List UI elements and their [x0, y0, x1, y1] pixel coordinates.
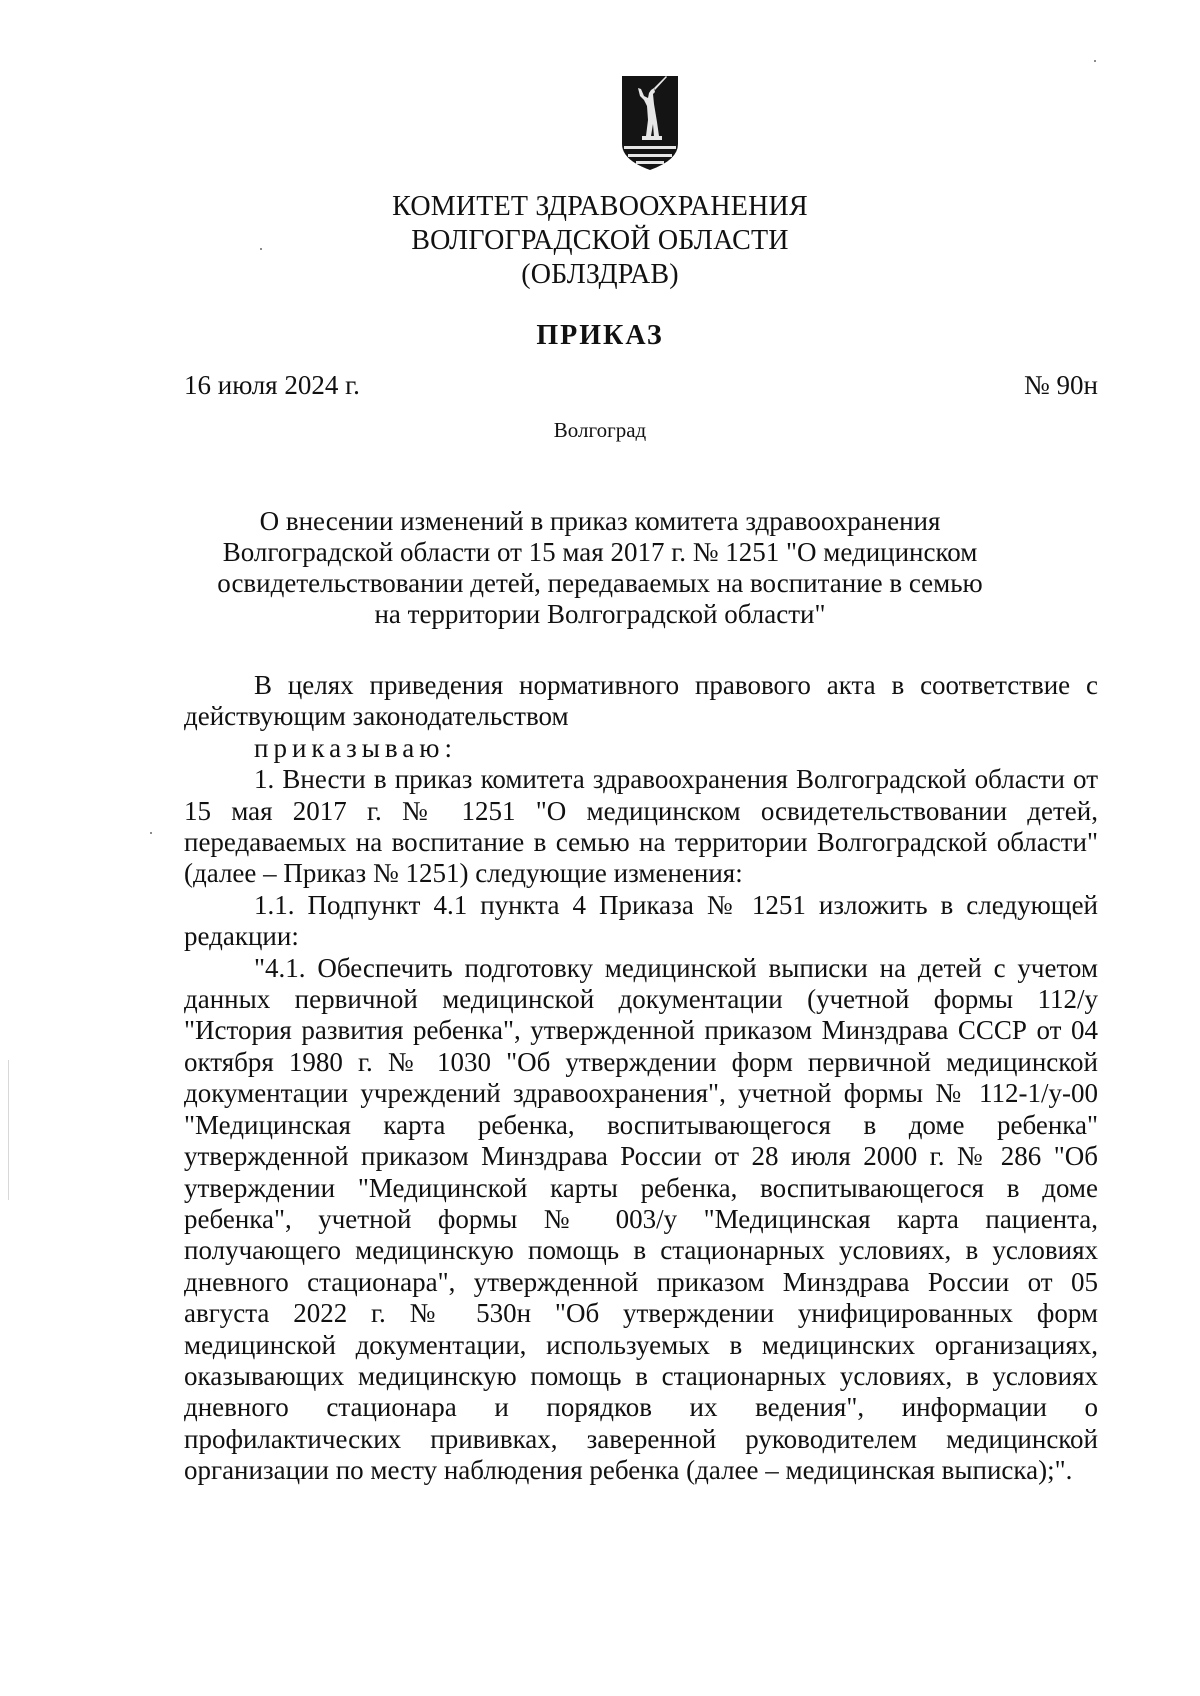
scan-speck: [150, 832, 152, 834]
item-1-1-paragraph: 1.1. Подпункт 4.1 пункта 4 Приказа № 1251 изложить в следующей редакции:: [184, 889, 1098, 952]
preamble-paragraph: В целях приведения нормативного правового акта в соответствие с действующим законодательством: [184, 670, 1098, 732]
quoted-item-4-1-paragraph: "4.1. Обеспечить подготовку медицинской выписки на детей с учетом данных первичной медицинской документации (учетной формы 112/у "История развития ребенка", утвержденной приказом Минздрава СССР от 04 октября 1980 г. № 1030 "Об утверждении форм первичной медицинской документации учреждений здравоохранения", учетной формы № 112-1/у-00 "Медицинская карта ребенка, воспитывающегося в доме ребенка" утвержденной приказом Минздрава России от 28 июля 2000 г. № 286 "Об утверждении "Медицинской карты ребенка, воспитывающегося в доме ребенка", учетной формы № 003/у "Медицинская карта пациента, получающего медицинскую помощь в стационарных условиях, в условиях дневного стационара", утвержденной приказом Минздрава России от 05 августа 2022 г. № 530н "Об утверждении унифицированных форм медицинской документации, используемых в медицинских организациях, оказывающих медицинскую помощь в стационарных условиях, в условиях дневного стационара и порядков их ведения", информации о профилактических прививках, заверенной руководителем медицинской организации по месту наблюдения ребенка (далее – медицинская выписка);".: [184, 952, 1098, 1486]
subject-line-3: освидетельствовании детей, передаваемых на воспитание в семью: [217, 568, 983, 598]
document-number: № 90н: [1024, 370, 1098, 400]
scan-speck: [260, 248, 262, 250]
subject-line-1: О внесении изменений в приказ комитета здравоохранения: [259, 506, 941, 536]
scan-edge-line: [8, 1060, 9, 1200]
document-date: 16 июля 2024 г.: [184, 370, 360, 400]
organization-name: [0, 190, 1200, 292]
item-1-paragraph: 1. Внести в приказ комитета здравоохранения Волгоградской области от 15 мая 2017 г. № 1251 "О медицинском освидетельствовании детей, передаваемых на воспитание в семью на территории Волгоградской области" (далее – Приказ № 1251) следующие изменения:: [184, 764, 1098, 889]
org-line-2: ВОЛГОГРАДСКОЙ ОБЛАСТИ: [411, 225, 789, 256]
org-line-3: (ОБЛЗДРАВ): [521, 259, 679, 290]
document-subject: [0, 506, 1200, 630]
coat-of-arms-emblem: [618, 74, 682, 176]
document-type-title: ПРИКАЗ: [536, 320, 664, 351]
document-body: [184, 670, 1098, 1487]
org-line-1: КОМИТЕТ ЗДРАВООХРАНЕНИЯ: [392, 191, 808, 222]
subject-line-4: на территории Волгоградской области": [374, 599, 826, 629]
scan-speck: [1094, 60, 1096, 62]
subject-line-2: Волгоградской области от 15 мая 2017 г. № 1251 "О медицинском: [222, 537, 978, 567]
document-city: Волгоград: [553, 418, 647, 442]
order-word: приказываю:: [254, 732, 457, 763]
